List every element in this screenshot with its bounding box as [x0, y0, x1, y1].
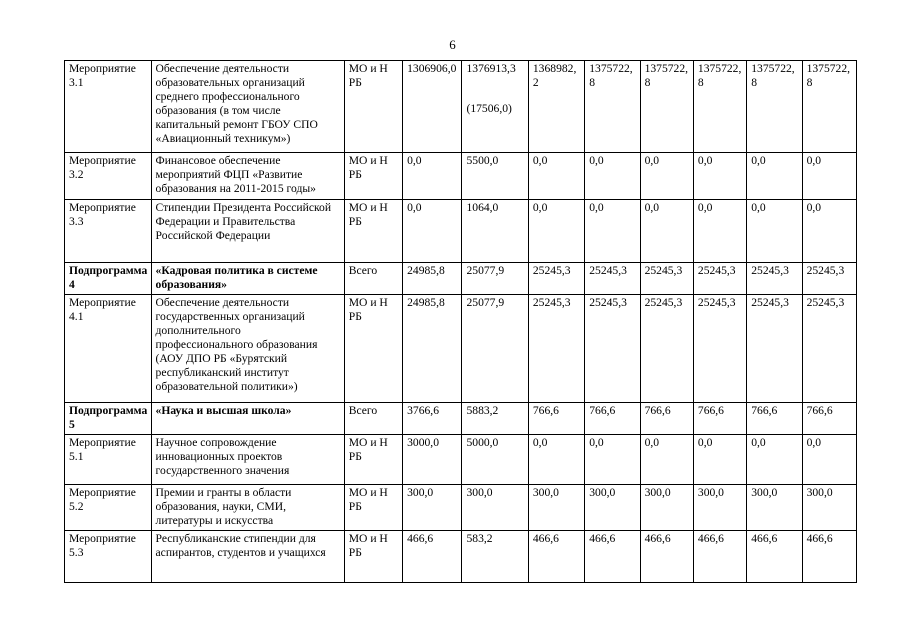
- row-source: МО и Н РБ: [344, 61, 402, 153]
- measure-row: [65, 61, 857, 153]
- row-code: Мероприятие 3.2: [65, 153, 152, 200]
- value-cell: 0,0: [747, 435, 802, 485]
- value-cell: 0,0: [640, 200, 693, 263]
- table-body: [65, 61, 857, 583]
- row-code: Подпрограмма 4: [65, 263, 152, 295]
- value-cell: 0,0: [528, 153, 584, 200]
- value-cell: 25245,3: [528, 263, 584, 295]
- subprogram-row: [65, 263, 857, 295]
- value-cell: 1375722,8: [640, 61, 693, 153]
- value-cell: 583,2: [462, 531, 528, 583]
- value-cell: 300,0: [747, 485, 802, 531]
- value-cell: 5883,2: [462, 403, 528, 435]
- value-cell: 0,0: [802, 153, 856, 200]
- value-cell: 0,0: [693, 153, 746, 200]
- value-cell: 466,6: [693, 531, 746, 583]
- value-text: 1376913,3: [466, 62, 516, 75]
- value-cell: [462, 61, 528, 153]
- value-cell: 300,0: [462, 485, 528, 531]
- row-code: Подпрограмма 5: [65, 403, 152, 435]
- value-cell: 0,0: [802, 435, 856, 485]
- value-cell: 25245,3: [528, 295, 584, 403]
- row-source: Всего: [344, 403, 402, 435]
- value-note: (17506,0): [466, 102, 512, 115]
- value-cell: 24985,8: [403, 295, 462, 403]
- row-source: МО и Н РБ: [344, 200, 402, 263]
- value-cell: 25077,9: [462, 263, 528, 295]
- value-cell: 466,6: [802, 531, 856, 583]
- value-cell: 766,6: [747, 403, 802, 435]
- value-cell: 25245,3: [693, 295, 746, 403]
- row-name: Стипендии Президента Российской Федерации и Правительства Российской Федерации: [151, 200, 344, 263]
- measure-row: [65, 200, 857, 263]
- value-cell: 24985,8: [403, 263, 462, 295]
- value-cell: 3766,6: [403, 403, 462, 435]
- value-cell: 0,0: [585, 200, 640, 263]
- value-cell: 1064,0: [462, 200, 528, 263]
- row-code: Мероприятие 5.2: [65, 485, 152, 531]
- value-cell: 25077,9: [462, 295, 528, 403]
- value-cell: 766,6: [802, 403, 856, 435]
- row-source: МО и Н РБ: [344, 531, 402, 583]
- value-cell: 25245,3: [747, 263, 802, 295]
- value-cell: 1375722,8: [747, 61, 802, 153]
- value-cell: 0,0: [528, 200, 584, 263]
- value-cell: 0,0: [693, 435, 746, 485]
- value-cell: 25245,3: [747, 295, 802, 403]
- value-cell: 0,0: [640, 435, 693, 485]
- value-cell: 300,0: [693, 485, 746, 531]
- row-name: Обеспечение деятельности образовательных организаций среднего профессионального образования (в том числе капитальный ремонт ГБОУ СПО «Авиационный техникум»): [151, 61, 344, 153]
- value-cell: 5500,0: [462, 153, 528, 200]
- value-cell: 25245,3: [640, 263, 693, 295]
- value-cell: 300,0: [640, 485, 693, 531]
- value-cell: 25245,3: [802, 263, 856, 295]
- row-name: Научное сопровождение инновационных проектов государственного значения: [151, 435, 344, 485]
- value-cell: 466,6: [640, 531, 693, 583]
- subprogram-row: [65, 403, 857, 435]
- measure-row: [65, 531, 857, 583]
- row-code: Мероприятие 3.3: [65, 200, 152, 263]
- value-cell: 25245,3: [693, 263, 746, 295]
- value-cell: 300,0: [528, 485, 584, 531]
- value-cell: 25245,3: [585, 295, 640, 403]
- measure-row: [65, 485, 857, 531]
- value-cell: 766,6: [585, 403, 640, 435]
- row-source: МО и Н РБ: [344, 485, 402, 531]
- page-number: 6: [449, 37, 456, 52]
- value-cell: 766,6: [640, 403, 693, 435]
- value-cell: 466,6: [585, 531, 640, 583]
- measure-row: [65, 295, 857, 403]
- value-cell: 0,0: [528, 435, 584, 485]
- value-cell: 0,0: [403, 200, 462, 263]
- value-cell: 0,0: [802, 200, 856, 263]
- value-cell: 1306906,0: [403, 61, 462, 153]
- row-name: Республиканские стипендии для аспирантов, студентов и учащихся: [151, 531, 344, 583]
- row-name: Обеспечение деятельности государственных организаций дополнительного профессионального образования (АОУ ДПО РБ «Бурятский республиканский институт образовательной политики»): [151, 295, 344, 403]
- row-code: Мероприятие 4.1: [65, 295, 152, 403]
- value-cell: 0,0: [693, 200, 746, 263]
- value-cell: 3000,0: [403, 435, 462, 485]
- row-name: «Кадровая политика в системе образования»: [151, 263, 344, 295]
- measure-row: [65, 153, 857, 200]
- value-cell: 466,6: [403, 531, 462, 583]
- value-cell: 5000,0: [462, 435, 528, 485]
- row-code: Мероприятие 5.1: [65, 435, 152, 485]
- value-cell: 0,0: [585, 435, 640, 485]
- value-cell: 0,0: [747, 200, 802, 263]
- row-source: МО и Н РБ: [344, 435, 402, 485]
- value-cell: 466,6: [528, 531, 584, 583]
- value-cell: 300,0: [802, 485, 856, 531]
- value-cell: 1375722,8: [585, 61, 640, 153]
- row-name: «Наука и высшая школа»: [151, 403, 344, 435]
- value-cell: 25245,3: [585, 263, 640, 295]
- value-cell: 1368982,2: [528, 61, 584, 153]
- value-cell: 300,0: [403, 485, 462, 531]
- value-cell: 0,0: [585, 153, 640, 200]
- value-cell: 0,0: [403, 153, 462, 200]
- funding-table: [64, 60, 857, 583]
- row-source: Всего: [344, 263, 402, 295]
- value-cell: 1375722,8: [693, 61, 746, 153]
- row-code: Мероприятие 3.1: [65, 61, 152, 153]
- value-cell: 0,0: [747, 153, 802, 200]
- row-name: Финансовое обеспечение мероприятий ФЦП «Развитие образования на 2011-2015 годы»: [151, 153, 344, 200]
- value-cell: 766,6: [693, 403, 746, 435]
- row-source: МО и Н РБ: [344, 153, 402, 200]
- value-cell: 466,6: [747, 531, 802, 583]
- value-cell: 25245,3: [640, 295, 693, 403]
- row-name: Премии и гранты в области образования, науки, СМИ, литературы и искусства: [151, 485, 344, 531]
- value-cell: 766,6: [528, 403, 584, 435]
- measure-row: [65, 435, 857, 485]
- value-cell: 1375722,8: [802, 61, 856, 153]
- value-cell: 25245,3: [802, 295, 856, 403]
- value-cell: 0,0: [640, 153, 693, 200]
- value-cell: 300,0: [585, 485, 640, 531]
- row-source: МО и Н РБ: [344, 295, 402, 403]
- row-code: Мероприятие 5.3: [65, 531, 152, 583]
